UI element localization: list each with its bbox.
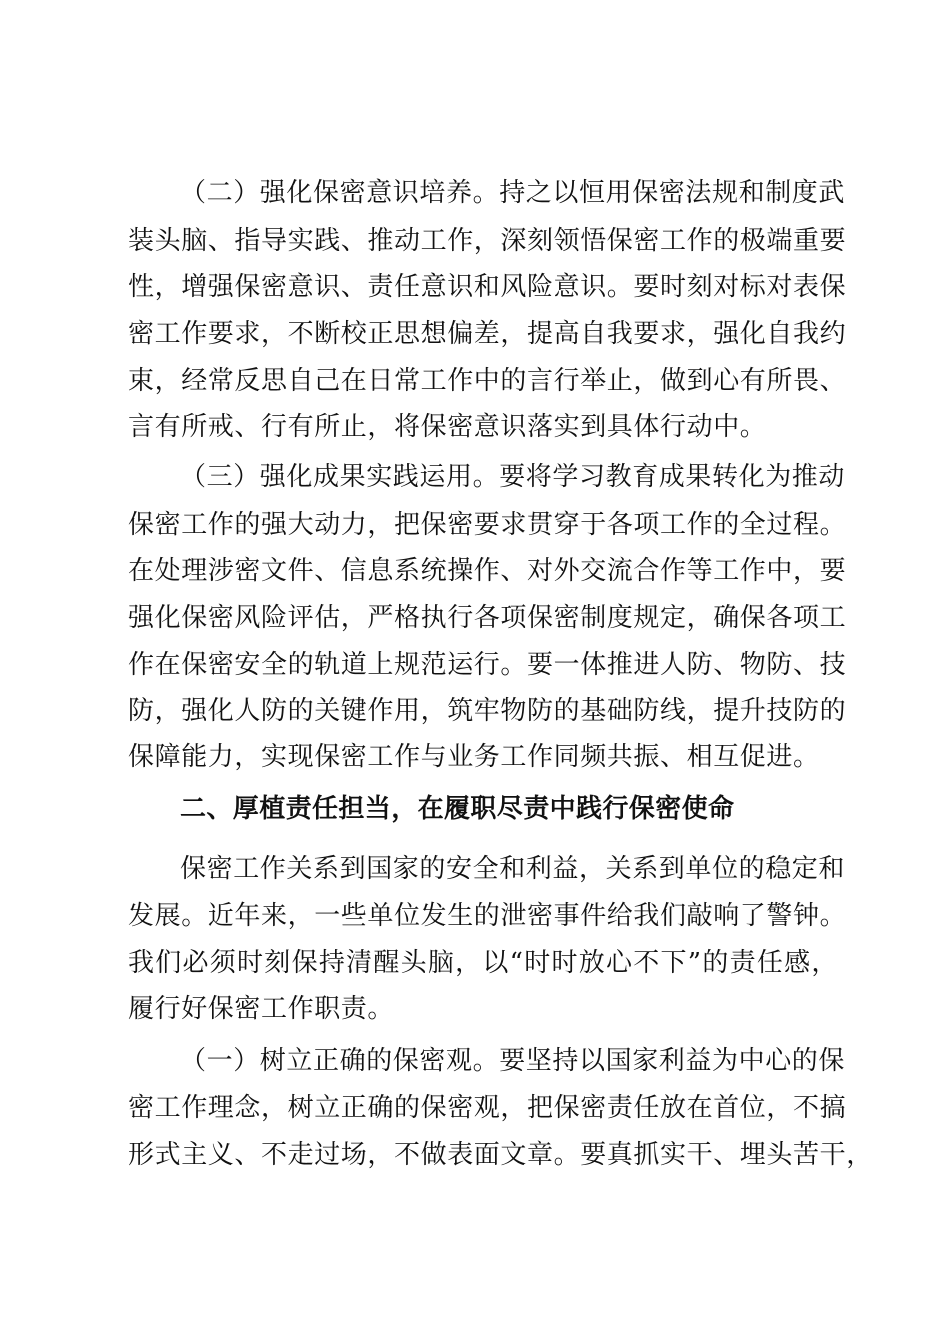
paragraph-line: （三）强化成果实践运用。要将学习教育成果转化为推动 [180,462,846,492]
paragraph-line: 言有所戒、行有所止，将保密意识落实到具体行动中。 [128,412,767,442]
paragraph-line: 防，强化人防的关键作用，筑牢物防的基础防线，提升技防的 [128,696,847,726]
paragraph-line: 密工作理念，树立正确的保密观，把保密责任放在首位，不搞 [128,1093,847,1123]
paragraph-line: 形式主义、不走过场，不做表面文章。要真抓实干、埋头苦干， [128,1140,873,1170]
paragraph-line: 我们必须时刻保持清醒头脑，以“时时放心不下”的责任感， [128,948,838,978]
paragraph-line: 束，经常反思自己在日常工作中的言行举止，做到心有所畏、 [128,366,847,396]
paragraph-line: （二）强化保密意识培养。持之以恒用保密法规和制度武 [180,178,846,208]
section-heading: 二、厚植责任担当，在履职尽责中践行保密使命 [180,794,735,824]
paragraph-line: 保障能力，实现保密工作与业务工作同频共振、相互促进。 [128,742,820,772]
paragraph-line: 性，增强保密意识、责任意识和风险意识。要时刻对标对表保 [128,272,847,302]
paragraph-line: （一）树立正确的保密观。要坚持以国家利益为中心的保 [180,1046,846,1076]
paragraph-line: 保密工作关系到国家的安全和利益，关系到单位的稳定和 [180,854,846,884]
paragraph-line: 强化保密风险评估，严格执行各项保密制度规定，确保各项工 [128,603,847,633]
paragraph-line: 密工作要求，不断校正思想偏差，提高自我要求，强化自我约 [128,319,847,349]
paragraph-line: 作在保密安全的轨道上规范运行。要一体推进人防、物防、技 [128,650,847,680]
paragraph-line: 保密工作的强大动力，把保密要求贯穿于各项工作的全过程。 [128,510,847,540]
paragraph-line: 履行好保密工作职责。 [128,994,395,1024]
paragraph-line: 装头脑、指导实践、推动工作，深刻领悟保密工作的极端重要 [128,226,847,256]
paragraph-line: 在处理涉密文件、信息系统操作、对外交流合作等工作中，要 [128,556,847,586]
paragraph-line: 发展。近年来，一些单位发生的泄密事件给我们敲响了警钟。 [128,901,847,931]
